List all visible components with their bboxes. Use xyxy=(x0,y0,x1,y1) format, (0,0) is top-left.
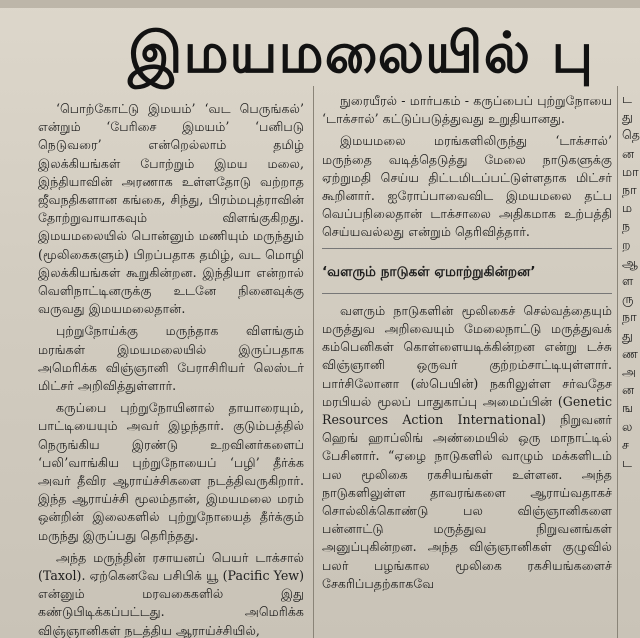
headline: இமயமலையில் பு xyxy=(128,21,595,86)
paragraph: அந்த மருந்தின் ரசாயனப் பெயர் டாக்சால் (Taxol). ஏற்கெனவே பசிபிக் யூ (Pacific Yew) என்னும் மரவகைகளில் இது கண்டுபிடிக்கப்பட்டது. அமெரிக்க விஞ்ஞானிகள் நடத்திய ஆராய்ச்சியில், xyxy=(38,549,304,638)
text-fragment: ல xyxy=(622,418,633,434)
text-fragment: து xyxy=(622,327,633,343)
text-fragment: மா xyxy=(622,163,639,179)
text-fragment: அ xyxy=(622,364,636,380)
text-fragment: ம xyxy=(622,200,633,216)
paragraph: நுரையீரல் - மார்பகம் - கருப்பைப் புற்றுநோயை ‘டாக்சால்’ கட்டுப்படுத்துவது உறுதியானது. xyxy=(322,93,612,127)
text-fragment: தெ xyxy=(622,127,640,143)
text-fragment: ச xyxy=(622,436,629,452)
text-fragment: ட xyxy=(622,455,633,471)
paragraph: இமயமலை மரங்களிலிருந்து ‘டாக்சால்’ மருந்தை வடித்தெடுத்து மேலை நாடுகளுக்கு ஏற்றுமதி செய்ய திட்டமிடப்பட்டுள்ளதாக மிட்சர் கூறினார். ஐரோப்பாவைவிட இமயமலை தட்ப வெப்பநிலைதான் டாக்சாலை அதிகமாக உற்பத்தி செய்யவல்லது என்றும் தெரிவித்தார். xyxy=(322,133,612,240)
top-rule xyxy=(0,0,640,8)
paragraph: ‘பொற்கோட்டு இமயம்’ ‘வட பெருங்கல்’ என்றும் ‘பேரிசை இமயம்’ ‘பனிபடு நெடுவரை’ என்றெல்லாம் தமிழ் இலக்கியங்கள் போற்றும் இமய மலை, இந்தியாவின் அரணாக உள்ளதோடு வற்றாத ஜீவநதிகளான கங்கை, சிந்து, பிரம்மபுத்ராவின் தோற்றுவாயாகவும் விளங்குகிறது. இமயமலையில் பொன்னும் மணியும் மருந்தும் (மூலிகைகளும்) பிறப்பதாக தமிழ், வட மொழி இலக்கியங்கள் கூறுகின்றன. இந்தியா என்றால் வெளிநாட்டினருக்கு உடனே நினைவுக்கு வருவது இமயமலைதான். xyxy=(38,101,304,317)
text-fragment: ள xyxy=(622,273,634,289)
text-fragment: ந xyxy=(622,218,631,234)
text-fragment: ன xyxy=(622,382,635,398)
text-fragment: ங xyxy=(622,400,634,416)
column-right-fragment xyxy=(622,90,640,472)
text-fragment: ற xyxy=(622,236,631,252)
subheading: ‘வளரும் நாடுகள் ஏமாற்றுகின்றன’ xyxy=(322,248,612,294)
text-fragment: ட xyxy=(622,91,633,106)
text-fragment: து xyxy=(622,109,633,125)
paragraph: புற்றுநோய்க்கு மருந்தாக விளங்கும் மரங்கள் இமயமலையில் இருப்பதாக அமெரிக்க விஞ்ஞானி பேராசிரியர் லெஸ்டர் மிட்சர் அறிவித்துள்ளார். xyxy=(38,323,304,394)
paragraph: கருப்பை புற்றுநோயினால் தாயாரையும், பாட்டியையும் அவர் இழந்தார். குடும்பத்தில் நெருங்கிய இரண்டு உறவினர்களைப் ‘பலி’வாங்கிய புற்றுநோயைப் ‘பழி’ தீர்க்க அவர் தீவிர ஆராய்ச்சிகளை நடத்திவருகிறார். இந்த ஆராய்ச்சி மூலம்தான், இமயமலை மரம் ஒன்றின் இலைகளில் புற்றுநோயைத் தீர்க்கும் மருந்து இருப்பது தெரிந்தது. xyxy=(38,400,304,543)
column-divider xyxy=(617,86,618,638)
text-fragment: ன xyxy=(622,145,635,161)
column-divider xyxy=(313,86,314,638)
column-middle xyxy=(322,92,612,597)
text-fragment: ண xyxy=(622,345,639,361)
text-fragment: நா xyxy=(622,182,637,198)
text-fragment: ரு xyxy=(622,291,634,307)
paragraph: வளரும் நாடுகளின் மூலிகைச் செல்வத்தையும் மருத்துவ அறிவையும் மேலைநாட்டு மருத்துவக் கம்பெனிகள் கொள்ளையடிக்கின்றன என்று டச்சு விஞ்ஞானி ஒருவர் குற்றம்சாட்டியுள்ளார். பார்சிலோனா (ஸ்பெயின்) நகரிலுள்ள சர்வதேச மரபியல் மூலப் பாதுகாப்பு அமைப்பின் (Genetic Resources Action International) நிறுவனர் ஹெங் ஹாப்லிங் அண்மையில் ஒரு மாநாட்டில் பேசினார். “ஏழை நாடுகளில் வாழும் மக்களிடம் பல மூலிகை ரகசியங்கள் உள்ளன. அந்த நாடுகளிலுள்ள தாவரங்களை ஆராய்வதாகச் சொல்லிக்கொண்டு பல விஞ்ஞானிகளை பன்னாட்டு மருத்துவ நிறுவனங்கள் அனுப்புகின்றன. அந்த விஞ்ஞானிகள் குழுவில் பலர் பழங்கால மூலிகை ரகசியங்களைச் சேகரிப்பதற்காகவே xyxy=(322,302,612,591)
text-fragment: ஆ xyxy=(622,254,638,270)
text-fragment: நா xyxy=(622,309,637,325)
column-left xyxy=(38,100,304,638)
